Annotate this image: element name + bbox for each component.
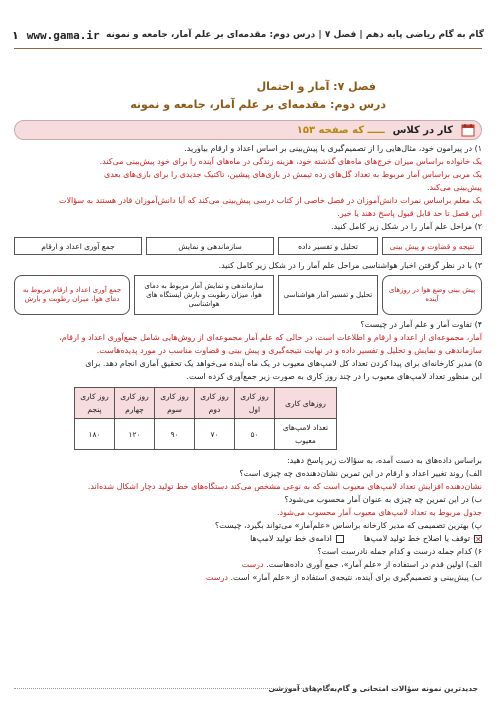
table-cell: ۱۸۰ [75, 419, 115, 450]
weather-steps-flow [14, 275, 482, 315]
table-cell: ۷۰ [195, 419, 235, 450]
table-header-cell: روز کاری اول [235, 388, 275, 419]
table-row [75, 388, 337, 419]
footer-text: جدیدترین نمونه سؤالات امتحانی و گام‌به‌گام‌های آموزشی [268, 683, 478, 693]
question-3: ۳) با در نظر گرفتن اخبار هواشناسی مراحل علم آمار را در شکل زیر کامل کنید. [218, 261, 482, 270]
defective-lamps-table [74, 387, 337, 450]
site-url[interactable]: www.gama.ir [26, 28, 100, 42]
question-2: ۲) مراحل علم آمار را در شکل زیر کامل کنید. [331, 222, 482, 231]
answer-5b: جدول مربوط به تعداد لامپ‌های معیوب آمار محسوب می‌شود. [276, 508, 482, 517]
answer-1-line: یک خانواده براساس میزان خرج‌های ماه‌های گذشته خود، هزینه زندگی در ماه‌های آینده را برای خود پیش‌بینی می‌کند. [99, 157, 482, 166]
table-header-cell: روزهای کاری [275, 388, 337, 419]
checkbox-unchecked[interactable] [336, 535, 344, 543]
answer-1-line: یک معلم براساس نمرات دانش‌آموزان در فصل خاصی از کتاب درسی پیش‌بینی می‌کند که آیا دانش‌آموزان قادر هستند به سؤالات [58, 196, 482, 205]
question-5c: پ) بهترین تصمیمی که مدیر کارخانه براساس «علم‌آمار» می‌تواند بگیرد، چیست؟ [214, 521, 482, 530]
question-4: ۴) تفاوت آمار و علم آمار در چیست؟ [360, 320, 482, 329]
page-footer [14, 680, 482, 696]
stats-steps-flow [14, 237, 482, 255]
weather-step: پیش بینی وضع هوا در روزهای آینده [382, 275, 482, 315]
question-5-line: ۵) مدیر کارخانه‌ای برای پیدا کردن تعداد کل لامپ‌های معیوب در یک ماه آینده می‌خواهد یک تحقیق آماری انجام دهد. برای [85, 359, 482, 368]
option-label: ادامه‌ی خط تولید لامپ‌ها [250, 534, 332, 543]
answer-6b: درست [205, 573, 228, 582]
class-work-label: کار در کلاس [392, 124, 453, 136]
question-6a-text: الف) اولین قدم در استفاده از «علم آمار»، جمع آوری داده‌هاست. [266, 560, 482, 569]
footer-divider [14, 688, 334, 689]
weather-step: جمع آوری اعداد و ارقام مربوط به دمای هوا، میزان رطوبت و بارش [14, 275, 130, 315]
question-6: ۶) کدام جمله درست و کدام جمله نادرست است؟ [317, 547, 482, 556]
lesson-body [14, 142, 482, 584]
answer-4-line: سازماندهی و نمایش و تحلیل و تفسیر داده و در نهایت نتیجه‌گیری و پیش بینی و قضاوت مناسب در مورد پدیده‌هاست. [96, 346, 482, 355]
table-header-cell: روز کاری سوم [155, 388, 195, 419]
header-left [12, 29, 100, 42]
question-5-prompt: براساس داده‌های به دست آمده، به سؤالات زیر پاسخ دهید: [286, 456, 482, 465]
table-cell: ۹۰ [155, 419, 195, 450]
question-6b [14, 571, 482, 584]
decision-options [14, 532, 482, 545]
header-divider [14, 48, 482, 49]
answer-1-line: این فصل تا حد قابل قبول پاسخ دهند یا خیر. [337, 209, 482, 218]
question-5a: الف) روند تغییر اعداد و ارقام در این تمرین نشان‌دهنده‌ی چه چیزی است؟ [239, 469, 482, 478]
flow-step: نتیجه و قضاوت و پیش بینی [382, 237, 482, 255]
answer-5a: نشان‌دهنده افزایش تعداد لامپ‌های معیوب است که به نوعی مشخص می‌کند دستگاه‌های خط تولید دچار اشکال شده‌اند. [87, 482, 482, 491]
header-title: گام به گام ریاضی پایه دهم | فصل ۷ | درس دوم: مقدمه‌ای بر علم آمار، جامعه و نمونه [106, 30, 484, 40]
weather-step: سازماندهی و نمایش آمار مربوط به دمای هوا، میزان رطوبت و بارش ایستگاه های هواشناسی [134, 275, 274, 315]
answer-6a: درست [241, 560, 264, 569]
answer-1-line: پیش‌بینی می‌کند. [426, 183, 482, 192]
question-1: ۱) در پیرامون خود، مثال‌هایی را از تصمیم‌گیری یا پیش‌بینی بر اساس اعداد و ارقام بیاورید. [184, 144, 482, 153]
question-6b-text: ب) پیش‌بینی و تصمیم‌گیری برای آینده، نتیجه‌ی استفاده از «علم آمار» است. [230, 573, 482, 582]
question-5-line: این منظور تعداد لامپ‌های معیوب را در چند روز کاری به صورت زیر جمع‌آوری کرده است. [186, 372, 482, 381]
question-5b: ب) در این تمرین چه چیزی به عنوان آمار محسوب می‌شود؟ [284, 495, 482, 504]
option-label: توقف یا اصلاح خط تولید لامپ‌ها [363, 534, 470, 543]
chapter-title: فصل ۷: آمار و احتمال [256, 80, 376, 93]
checkbox-checked[interactable] [474, 535, 482, 543]
class-work-bar [14, 120, 482, 140]
table-header-cell: روز کاری پنجم [75, 388, 115, 419]
lesson-title: درس دوم: مقدمه‌ای بر علم آمار، جامعه و نمونه [130, 98, 386, 111]
option-stop-line[interactable] [364, 532, 482, 545]
page-number: ۱ [12, 28, 19, 42]
calendar-icon [461, 123, 475, 137]
flow-step: تحلیل و تفسیر داده [278, 237, 378, 255]
table-header-cell: روز کاری چهارم [115, 388, 155, 419]
option-continue-line[interactable] [250, 532, 344, 545]
table-row [75, 419, 337, 450]
question-6a [14, 558, 482, 571]
table-header-cell: روز کاری دوم [195, 388, 235, 419]
page-header [8, 24, 488, 46]
class-work-page-ref: ـــــ که صفحه ۱۵۳ [296, 124, 385, 136]
table-row-label: تعداد لامپ‌های معیوب [275, 419, 337, 450]
weather-step: تحلیل و تفسیر آمار هواشناسی [278, 275, 378, 315]
table-cell: ۱۲۰ [115, 419, 155, 450]
flow-step: سازماندهی و نمایش [146, 237, 274, 255]
answer-4-line: آمار، مجموعه‌ای از اعداد و ارقام و اطلاعات است، در حالی که علم آمار مجموعه‌ای از روش‌هایی شامل جمع‌آوری اعداد و ارقام، [59, 333, 482, 342]
answer-1-line: یک مربی براساس آمار مربوط به تعداد گل‌های زده تیمش در بازی‌های پیشین، تاکتیک جدیدی را برای بازی‌های بعدی [104, 170, 482, 179]
flow-step: جمع آوری اعداد و ارقام [14, 237, 142, 255]
table-cell: ۵۰ [235, 419, 275, 450]
